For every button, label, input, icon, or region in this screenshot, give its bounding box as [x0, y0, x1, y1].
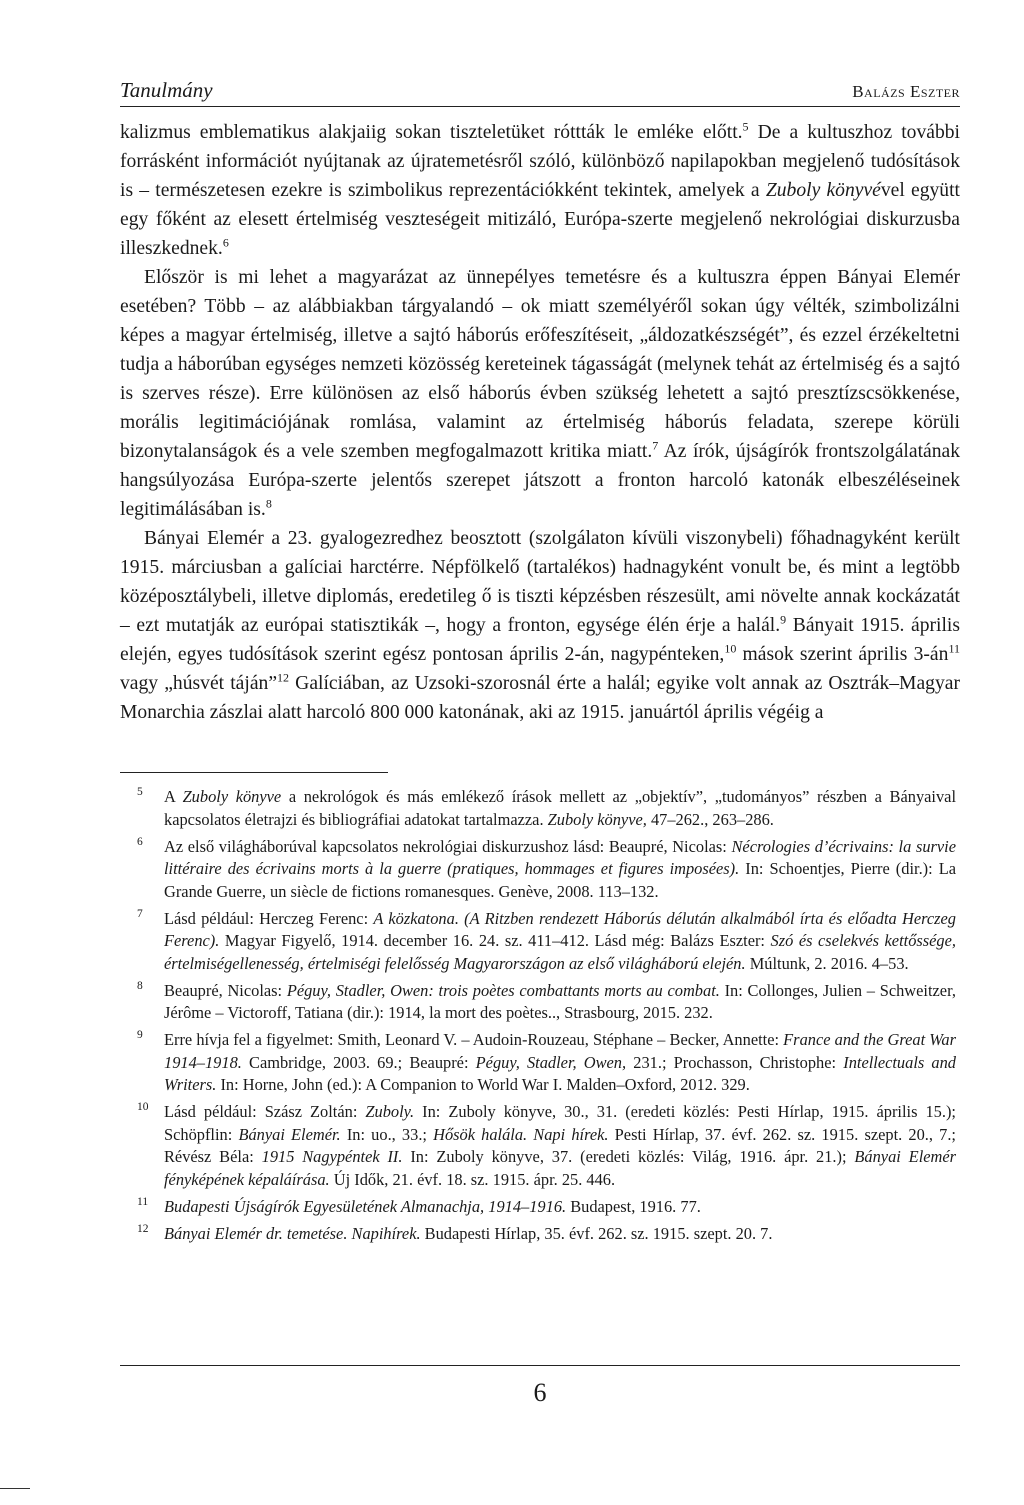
text-run: Budapesti Hírlap, 35. évf. 262. sz. 1915. szept. 20. 7. [420, 1223, 773, 1243]
text-run: In: Horne, John (ed.): A Companion to World War I. Malden–Oxford, 2012. 329. [216, 1075, 750, 1094]
italic-text: France and the Great War 1914–1918. [164, 1030, 956, 1072]
bottom-rule [120, 1365, 960, 1366]
footnote-number: 6 [137, 835, 143, 848]
italic-text: Zuboly könyvé [765, 180, 881, 201]
footnote-ref: 7 [652, 438, 659, 453]
italic-text: Zuboly könyve, [547, 809, 647, 829]
footnote [120, 980, 956, 1025]
paragraph [120, 524, 960, 727]
text-run: In: Zuboly könyve, 30., 31. (eredeti közlés: Pesti Hírlap, 1915. április 15.); Schöpflin: [164, 1102, 956, 1144]
footnote [120, 1029, 956, 1097]
italic-text: 1915 Nagypéntek II. [261, 1147, 403, 1166]
text-run: Budapest, 1916. 77. [566, 1196, 701, 1216]
italic-text: Intellectuals and Writers. [164, 1052, 956, 1094]
text-run: kalizmus emblematikus alakjaiig sokan tiszteletüket róttták le emléke előtt. [120, 122, 743, 143]
footnote-number: 12 [137, 1222, 149, 1235]
footnote-ref: 8 [265, 496, 272, 511]
text-run: De a kultuszhoz további forrásként információt nyújtanak az újratemetésről szóló, különböző napilapokban megjelenő tudósítások is – természetesen ezekre is szimbolikus reprezentációkként tekintek, amelyek a [120, 122, 960, 201]
italic-text: Zuboly. [365, 1102, 415, 1121]
footnote-number: 11 [137, 1195, 149, 1208]
footnote-separator [120, 772, 388, 773]
running-head [120, 76, 960, 107]
text-run: vel együtt egy főként az elesett értelmiség veszteségeit mitizáló, Európa-szerte megjelenő nekrológiai diskurzusba illeszkednek. [120, 180, 960, 259]
footnote-number: 9 [137, 1029, 143, 1041]
scan-edge-mark [0, 1488, 30, 1489]
text-run: Lásd például: Herczeg Ferenc: [164, 908, 374, 928]
text-run: In: uo., 33.; [340, 1124, 434, 1144]
paragraph [120, 263, 960, 524]
italic-text: Bányai Elemér fényképének képaláírása. [164, 1147, 957, 1189]
italic-text: Péguy, Stadler, Owen: trois poètes combattants morts au combat. [286, 980, 720, 1000]
text-run: 47–262., 263–286. [646, 809, 774, 829]
text-run: mások szerint április 3-án [736, 644, 949, 665]
text-run: vagy „húsvét táján” [120, 673, 278, 694]
footnote [120, 1101, 956, 1191]
text-run: In: Schoentjes, Pierre (dir.): La Grande Guerre, un siècle de fictions romanesques. Genève, 2008. 113–132. [164, 859, 956, 901]
text-run: Új Idők, 21. évf. 18. sz. 1915. ápr. 25. 446. [329, 1169, 616, 1189]
footnote-number: 5 [137, 786, 143, 798]
text-run: Először is mi lehet a magyarázat az ünnepélyes temetésre és a kultuszra éppen Bányai Elemér esetében? Több – az alábbiakban tárgyalandó – ok miatt személyéről sokan úgy vélték, szimbolizálni képes a magyar értelmiség, illetve a sajtó háborús erőfeszítéseit, „áldozatkészségét”, és ezzel érzékeltetni tudja a háborúban egységes nemzeti közösség kereteinek tágasságát (melynek tehát az értelmiség és a sajtó is szerves része). Erre különösen az első háborús évben szükség lehetett a sajtó presztízscsökkenése, morális legitimációjának romlása, valamint az értelmiség háborús feladata, szerepe körüli bizonytalanságok és a vele szemben megfogalmazott kritika miatt. [120, 267, 960, 462]
italic-text: Szó és cselekvés kettőssége, értelmiségellenesség, értelmiségi felelősség Magyarországon az első világháború elején. [164, 931, 956, 973]
text-run: Múltunk, 2. 2016. 4–53. [745, 953, 909, 973]
italic-text: Bányai Elemér dr. temetése. Napihírek. [164, 1223, 421, 1243]
italic-text: Nécrologies d’écrivains: la survie littéraire des écrivains morts à la guerre (pratiques, hommages et figures imposées). [164, 836, 956, 878]
text-run: Beaupré, Nicolas: [164, 980, 287, 1000]
italic-text: Zuboly könyve [182, 787, 282, 806]
footnote-ref: 11 [948, 641, 960, 656]
footnote [120, 786, 956, 831]
footnote [120, 1223, 956, 1246]
italic-text: Péguy, Stadler, Owen, [475, 1052, 627, 1072]
article-body [120, 118, 960, 727]
text-run: 231.; Prochasson, Christophe: [626, 1052, 844, 1072]
text-run: Bányait 1915. április elején, egyes tudósítások szerint egész pontosan április 2-án, nagypénteken, [120, 615, 960, 665]
text-run: Bányai Elemér a 23. gyalogezredhez beosztott (szolgálaton kívüli viszonybeli) főhadnagyként került 1915. márciusban a galíciai harctérre. Népfölkelő (tartalékos) hadnagyként vonult be, és mint a legtöbb középosztálybeli, illetve diplomás, eredetileg ő is tiszti képzésben részesült, ami növelte annak kockázatát – ezt mutatják az európai statisztikák –, hogy a fronton, egysége élén érje a halál. [120, 528, 960, 636]
footnote-ref: 6 [222, 235, 229, 250]
italic-text: A közkatona. (A Ritzben rendezett Háborús délután alkalmából írta és előadta Herczeg Ferenc). [164, 908, 956, 950]
text-run: Cambridge, 2003. 69.; Beaupré: [241, 1052, 476, 1072]
author-name: Balázs Eszter [852, 82, 960, 101]
footnotes [120, 786, 956, 1250]
page-number: 6 [533, 1378, 547, 1407]
text-run: Galíciában, az Uzsoki-szorosnál érte a halál; egyike volt annak az Osztrák–Magyar Monarchia zászlai alatt harcoló 800 000 katonának, aki az 1915. januártól április végéig a [120, 673, 960, 723]
italic-text: Hősök halála. Napi hírek. [433, 1124, 609, 1144]
text-run: In: Collonges, Julien – Schweitzer, Jérôme – Victoroff, Tatiana (dir.): 1914, la mort des poètes.., Strasbourg, 2015. 232. [164, 980, 956, 1022]
footnote-number: 10 [137, 1101, 149, 1113]
footnote-number: 8 [137, 979, 143, 992]
text-run: Erre hívja fel a figyelmet: Smith, Leonard V. – Audoin-Rouzeau, Stéphane – Becker, Annette: [164, 1030, 784, 1049]
italic-text: Budapesti Újságírók Egyesületének Almanachja, 1914–1916. [164, 1196, 567, 1216]
text-run: A [164, 787, 183, 806]
section-label: Tanulmány [120, 78, 213, 102]
footnote [120, 836, 956, 904]
footnote-ref: 5 [742, 119, 749, 134]
text-run: Lásd például: Szász Zoltán: [164, 1102, 366, 1121]
text-run: Az írók, újságírók frontszolgálatának hangsúlyozása Európa-szerte jelentős szerepet játszott a fronton harcoló katonák elbeszéléseinek legitimálásában is. [120, 441, 960, 520]
footnote-number: 7 [137, 907, 143, 920]
footnote [120, 1196, 956, 1219]
footnote-ref: 9 [780, 612, 787, 627]
text-run: In: Zuboly könyve, 37. (eredeti közlés: Világ, 1916. ápr. 21.); [402, 1147, 855, 1166]
footnote [120, 908, 956, 976]
text-run: a nekrológok és más emlékező írások mellett az „objektív”, „tudományos” részben a Bányaival kapcsolatos életrajzi és bibliográfiai adatokat tartalmazza. [164, 787, 957, 829]
text-run: Pesti Hírlap, 37. évf. 262. sz. 1915. szept. 20., 7.; Révész Béla: [164, 1124, 956, 1166]
text-run: Az első világháborúval kapcsolatos nekrológiai diskurzushoz lásd: Beaupré, Nicolas: [164, 836, 732, 856]
footnote-ref: 12 [277, 670, 290, 685]
text-run: Magyar Figyelő, 1914. december 16. 24. sz. 411–412. Lásd még: Balázs Eszter: [219, 931, 771, 950]
footnote-ref: 10 [724, 641, 737, 656]
paragraph [120, 118, 960, 263]
italic-text: Bányai Elemér. [238, 1124, 341, 1144]
